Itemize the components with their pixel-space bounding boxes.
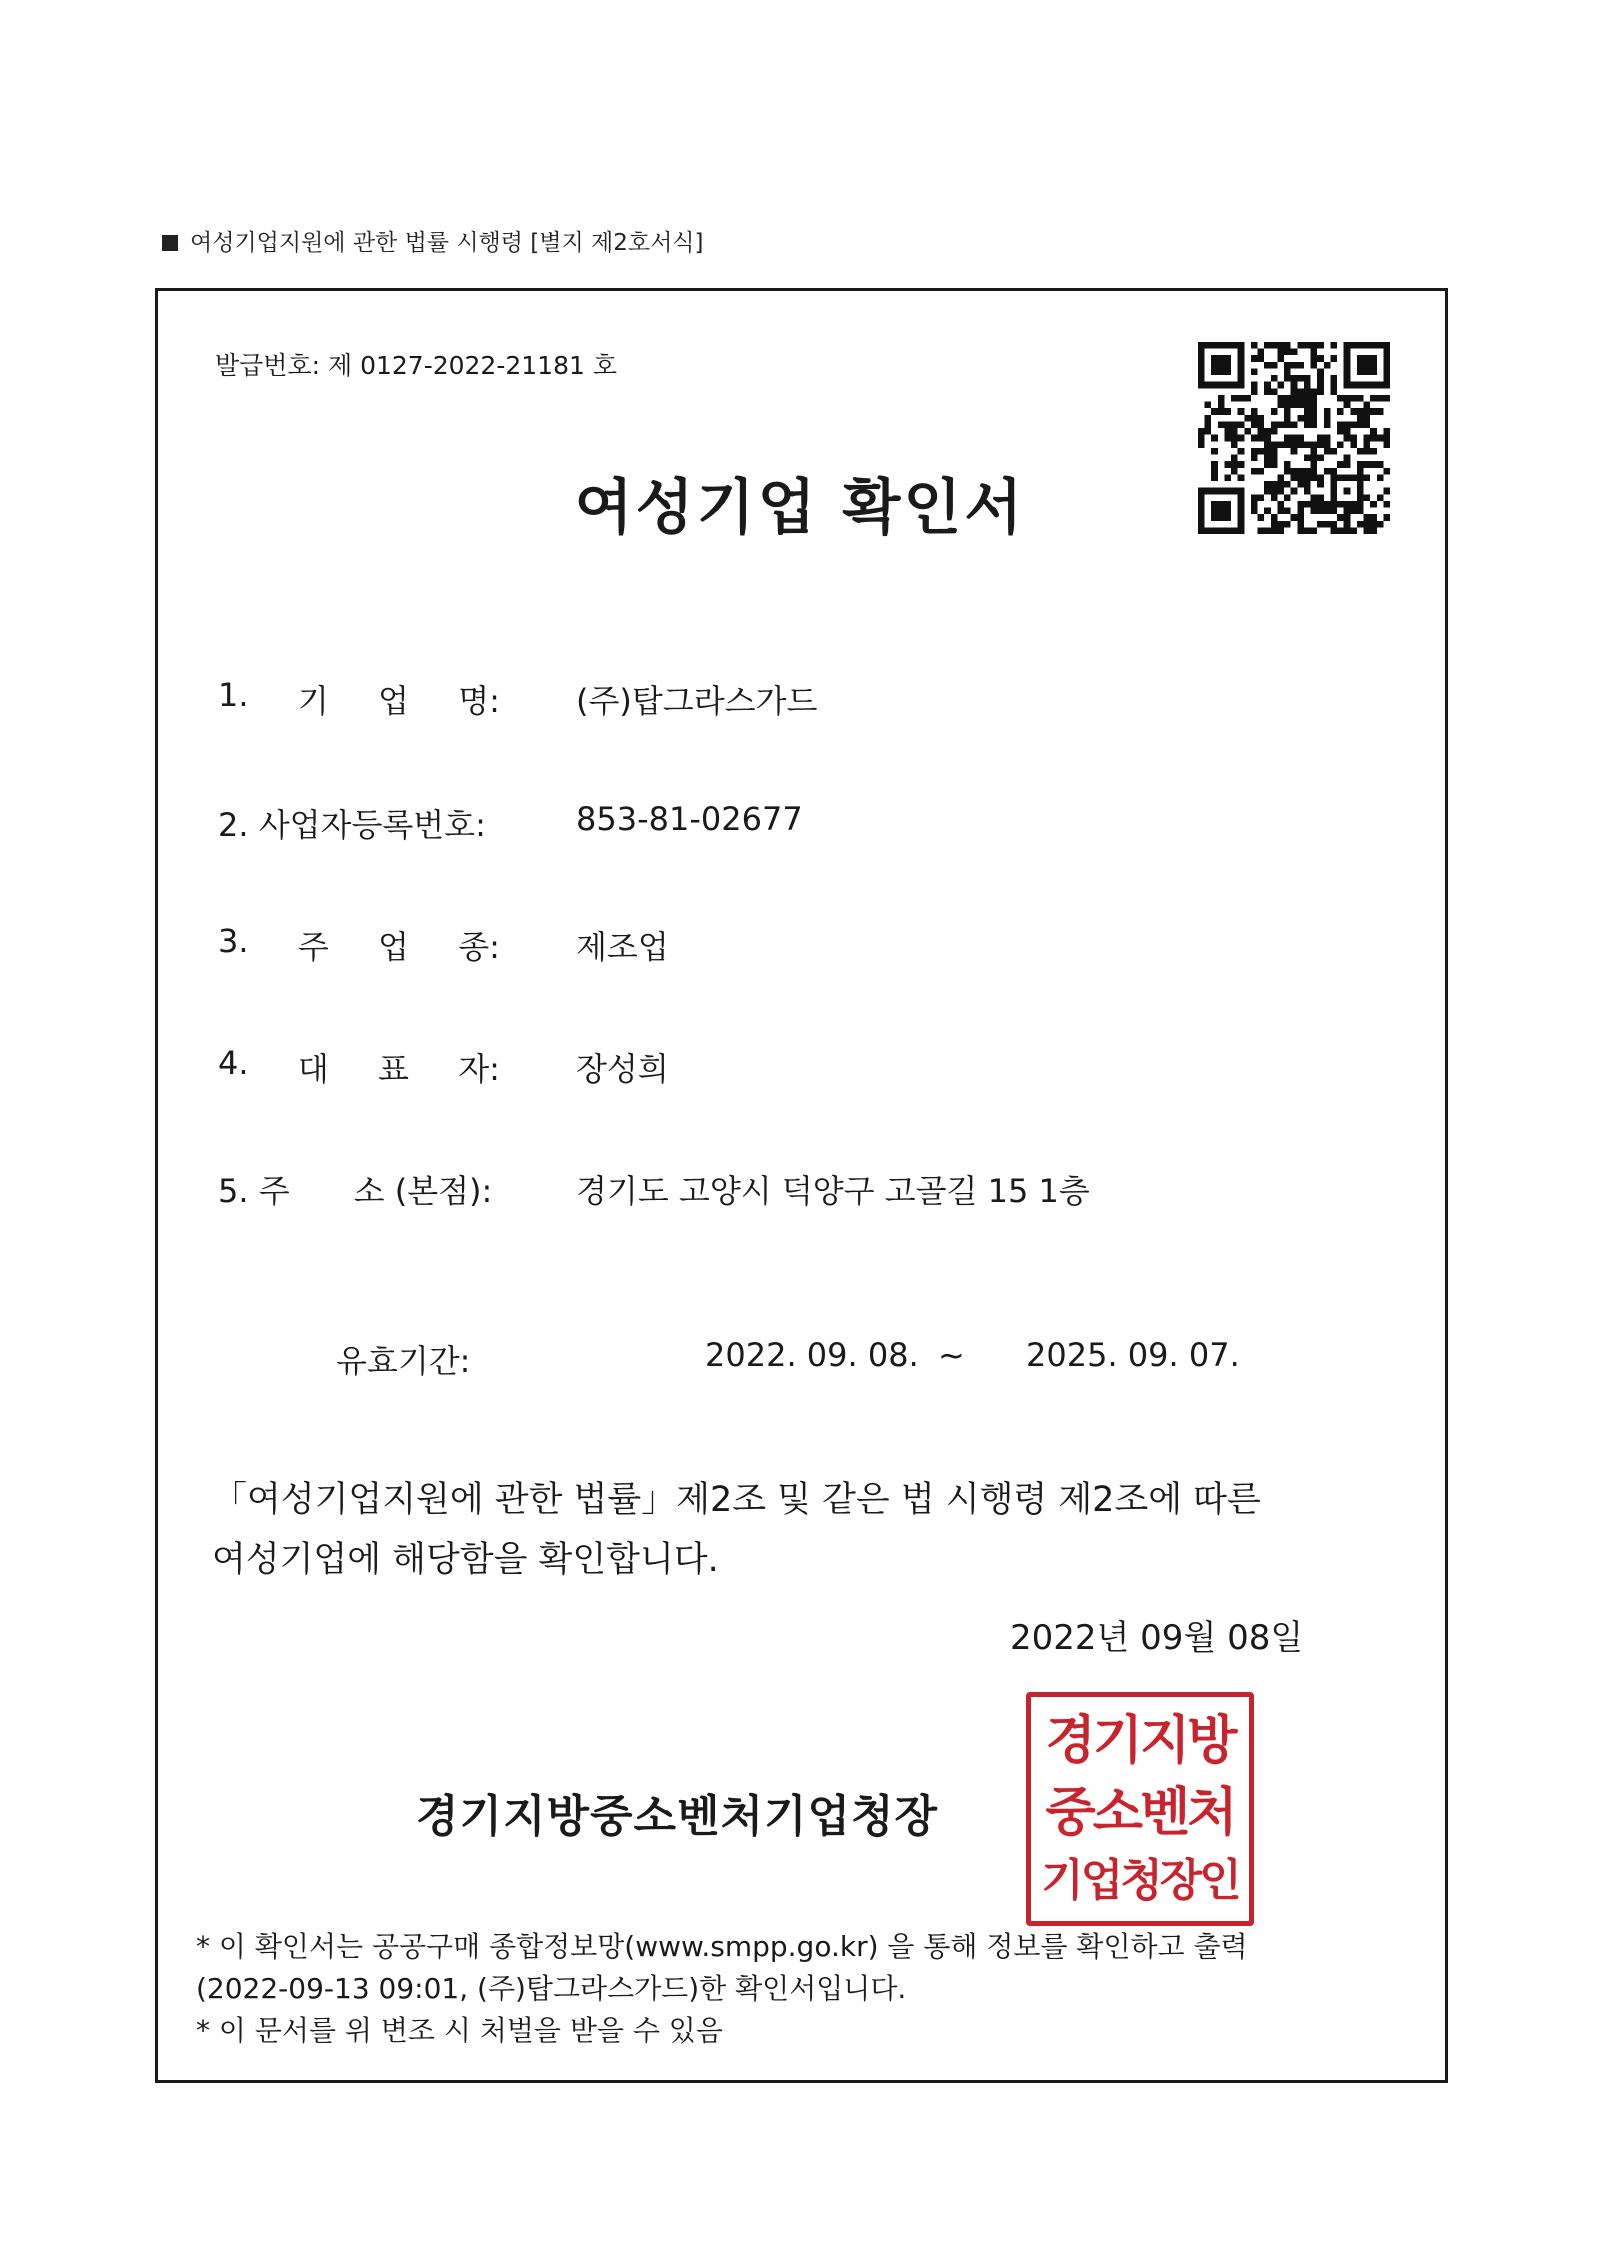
validity-separator: ~: [938, 1336, 965, 1374]
seal-line: 기업청장인: [1041, 1855, 1239, 1906]
footnotes: [196, 1926, 1248, 2052]
validity-label: 유효기간:: [336, 1342, 471, 1380]
field-label-address: 5. 주 소 (본점):: [218, 1172, 493, 1210]
document-title: 여성기업 확인서: [574, 473, 1026, 543]
validity-start-date: 2022. 09. 08.: [705, 1336, 919, 1374]
field-label-business-reg-no: 2. 사업자등록번호:: [218, 806, 486, 844]
field-value-industry: 제조업: [576, 928, 669, 966]
form-reference: [162, 224, 704, 257]
field-value-address: 경기도 고양시 덕양구 고골길 15 1층: [576, 1172, 1090, 1210]
footnote-line: * 이 문서를 위 변조 시 처벌을 받을 수 있음: [196, 2014, 723, 2047]
field-label-representative: 4. 대 표 자:: [218, 1044, 500, 1088]
field-value-company: (주)탑그라스가드: [576, 682, 818, 720]
confirmation-statement: [212, 1470, 1342, 1590]
seal-line: 중소벤처: [1045, 1783, 1235, 1843]
confirmation-line: 여성기업에 해당함을 확인합니다.: [212, 1540, 719, 1580]
field-value-business-reg-no: 853-81-02677: [576, 800, 803, 838]
issuer-name: 경기지방중소벤처기업청장: [416, 1791, 939, 1842]
field-value-representative: 장성희: [576, 1050, 669, 1088]
official-seal-stamp: [1026, 1692, 1254, 1926]
issue-number: 발급번호: 제 0127-2022-21181 호: [215, 351, 617, 380]
confirmation-line: 「여성기업지원에 관한 법률」제2조 및 같은 법 시행령 제2조에 따른: [212, 1480, 1261, 1520]
field-label-industry: 3. 주 업 종:: [218, 922, 500, 966]
footnote-line: * 이 확인서는 공공구매 종합정보망(www.smpp.go.kr) 을 통해 정보를 확인하고 출력: [196, 1930, 1248, 1963]
square-bullet-icon: [162, 235, 178, 251]
issue-date: 2022년 09월 08일: [1010, 1618, 1304, 1658]
form-reference-text: 여성기업지원에 관한 법률 시행령 [별지 제2호서식]: [190, 230, 704, 256]
footnote-line: (2022-09-13 09:01, (주)탑그라스가드)한 확인서입니다.: [196, 1972, 907, 2005]
field-label-company: 1. 기 업 명:: [218, 676, 500, 720]
validity-end-date: 2025. 09. 07.: [1026, 1336, 1240, 1374]
seal-line: 경기지방: [1045, 1711, 1235, 1771]
